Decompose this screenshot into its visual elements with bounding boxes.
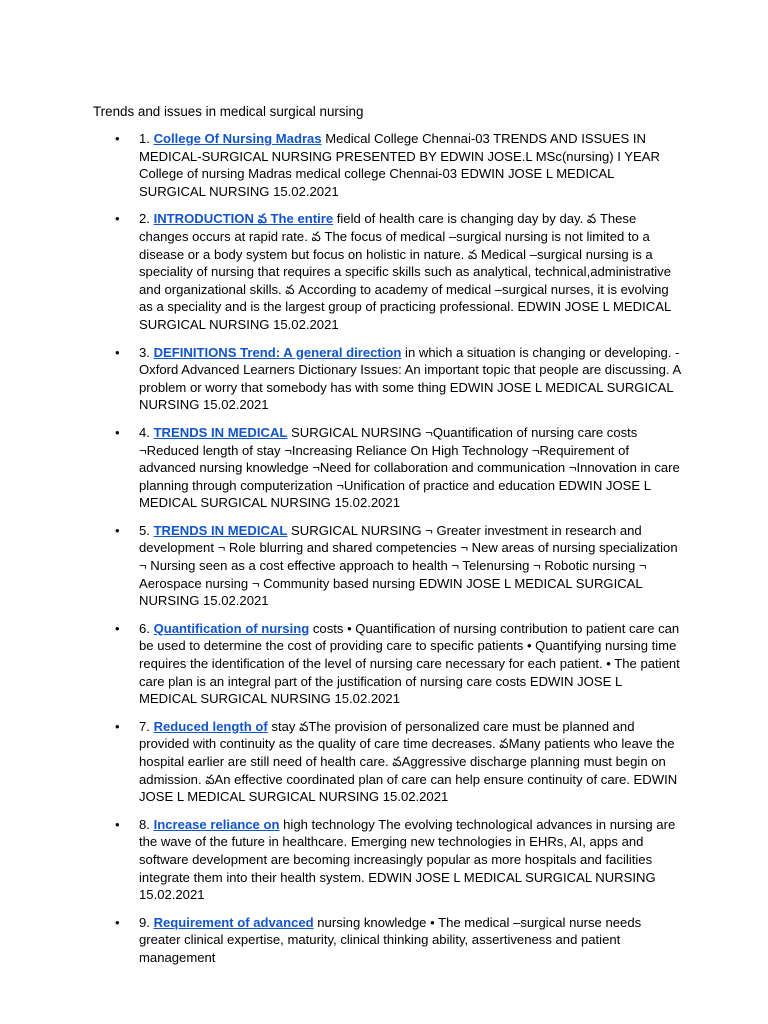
list-item: [139, 210, 683, 333]
item-number: 7.: [139, 718, 150, 734]
item-number: 9.: [139, 914, 150, 930]
list-item: [139, 620, 683, 708]
list-item: [139, 522, 683, 610]
item-number: 2.: [139, 211, 150, 227]
item-link[interactable]: Reduced length of: [153, 718, 268, 734]
item-text: nursing knowledge • The medical –surgical nurse needs greater clinical expertise, maturity, clinical thinking ability, assertiveness and patient management: [139, 914, 642, 965]
item-link[interactable]: DEFINITIONS Trend: A general direction: [153, 344, 402, 360]
item-number: 8.: [139, 816, 150, 832]
item-text: in which a situation is changing or developing. -Oxford Advanced Learners Dictionary Issues: An important topic that people are discussing. A problem or worry that somebody has with some thing EDWIN JOSE L MEDICAL SURGICAL NURSING 15.02.2021: [139, 344, 681, 413]
item-link[interactable]: INTRODUCTION వ The entire: [153, 211, 334, 227]
item-text: costs • Quantification of nursing contribution to patient care can be used to determine the cost of providing care to specific patients • Quantifying nursing time requires the identification of the level of nursing care necessary for each patient. • The patient care plan is an integral part of the justification of nursing care costs EDWIN JOSE L MEDICAL SURGICAL NURSING 15.02.2021: [139, 620, 680, 707]
item-link[interactable]: TRENDS IN MEDICAL: [153, 424, 288, 440]
item-text: SURGICAL NURSING ¬ Greater investment in research and development ¬ Role blurring and shared competencies ¬ New areas of nursing specialization ¬ Nursing seen as a cost effective approach to health ¬ Telenursing ¬ Robotic nursing ¬ Aerospace nursing ¬ Community based nursing EDWIN JOSE L MEDICAL SURGICAL NURSING 15.02.2021: [139, 522, 678, 609]
item-text: SURGICAL NURSING ¬Quantification of nursing care costs ¬Reduced length of stay ¬Increasing Reliance On High Technology ¬Requirement of advanced nursing knowledge ¬Need for collaboration and communication ¬Innovation in care planning through computerization ¬Unification of practice and education EDWIN JOSE L MEDICAL SURGICAL NURSING 15.02.2021: [139, 424, 680, 511]
item-number: 6.: [139, 620, 150, 636]
item-number: 3.: [139, 344, 150, 360]
item-text: field of health care is changing day by day. వ These changes occurs at rapid rate. వ The focus of medical –surgical nursing is not limited to a disease or a body system but focus on holistic in nature. వ Medical –surgical nursing is a speciality of nursing that requires a specific skills such as analytical, technical,administrative and organizational skills. వ According to academy of medical –surgical nurses, it is evolving as a speciality and is the largest group of practicing professional. EDWIN JOSE L MEDICAL SURGICAL NURSING 15.02.2021: [139, 211, 671, 332]
document-title: Trends and issues in medical surgical nursing: [93, 104, 364, 119]
item-text: stay వThe provision of personalized care must be planned and provided with continuity as the quality of care time decreases. వMany patients who leave the hospital earlier are still need of health care. వAggressive discharge planning must begin on admission. వAn effective coordinated plan of care can help ensure continuity of care. EDWIN JOSE L MEDICAL SURGICAL NURSING 15.02.2021: [139, 718, 678, 805]
list-item: [139, 424, 683, 512]
item-text: Medical College Chennai-03 TRENDS AND ISSUES IN MEDICAL-SURGICAL NURSING PRESENTED BY EDWIN JOSE.L MSc(nursing) I YEAR College of nursing Madras medical college Chennai-03 EDWIN JOSE L MEDICAL SURGICAL NURSING 15.02.2021: [139, 131, 660, 199]
item-number: 4.: [139, 424, 150, 440]
item-link[interactable]: Quantification of nursing: [153, 620, 310, 636]
list-item: [139, 914, 683, 967]
item-text: high technology The evolving technological advances in nursing are the wave of the future in healthcare. Emerging new technologies in EHRs, AI, apps and software development are becoming increasingly popular as more hospitals and facilities integrate them into their health system. EDWIN JOSE L MEDICAL SURGICAL NURSING 15.02.2021: [139, 816, 676, 903]
item-link[interactable]: Increase reliance on: [153, 816, 280, 832]
list-item: [139, 718, 683, 806]
item-number: 1.: [139, 131, 150, 146]
list-item: [139, 816, 683, 904]
slide-list: [93, 130, 683, 967]
item-link[interactable]: TRENDS IN MEDICAL: [153, 522, 288, 538]
document-page: [93, 103, 683, 977]
list-item: [139, 344, 683, 414]
list-item: [139, 130, 683, 200]
item-link[interactable]: College Of Nursing Madras: [153, 131, 322, 146]
item-link[interactable]: Requirement of advanced: [153, 914, 314, 930]
item-number: 5.: [139, 522, 150, 538]
